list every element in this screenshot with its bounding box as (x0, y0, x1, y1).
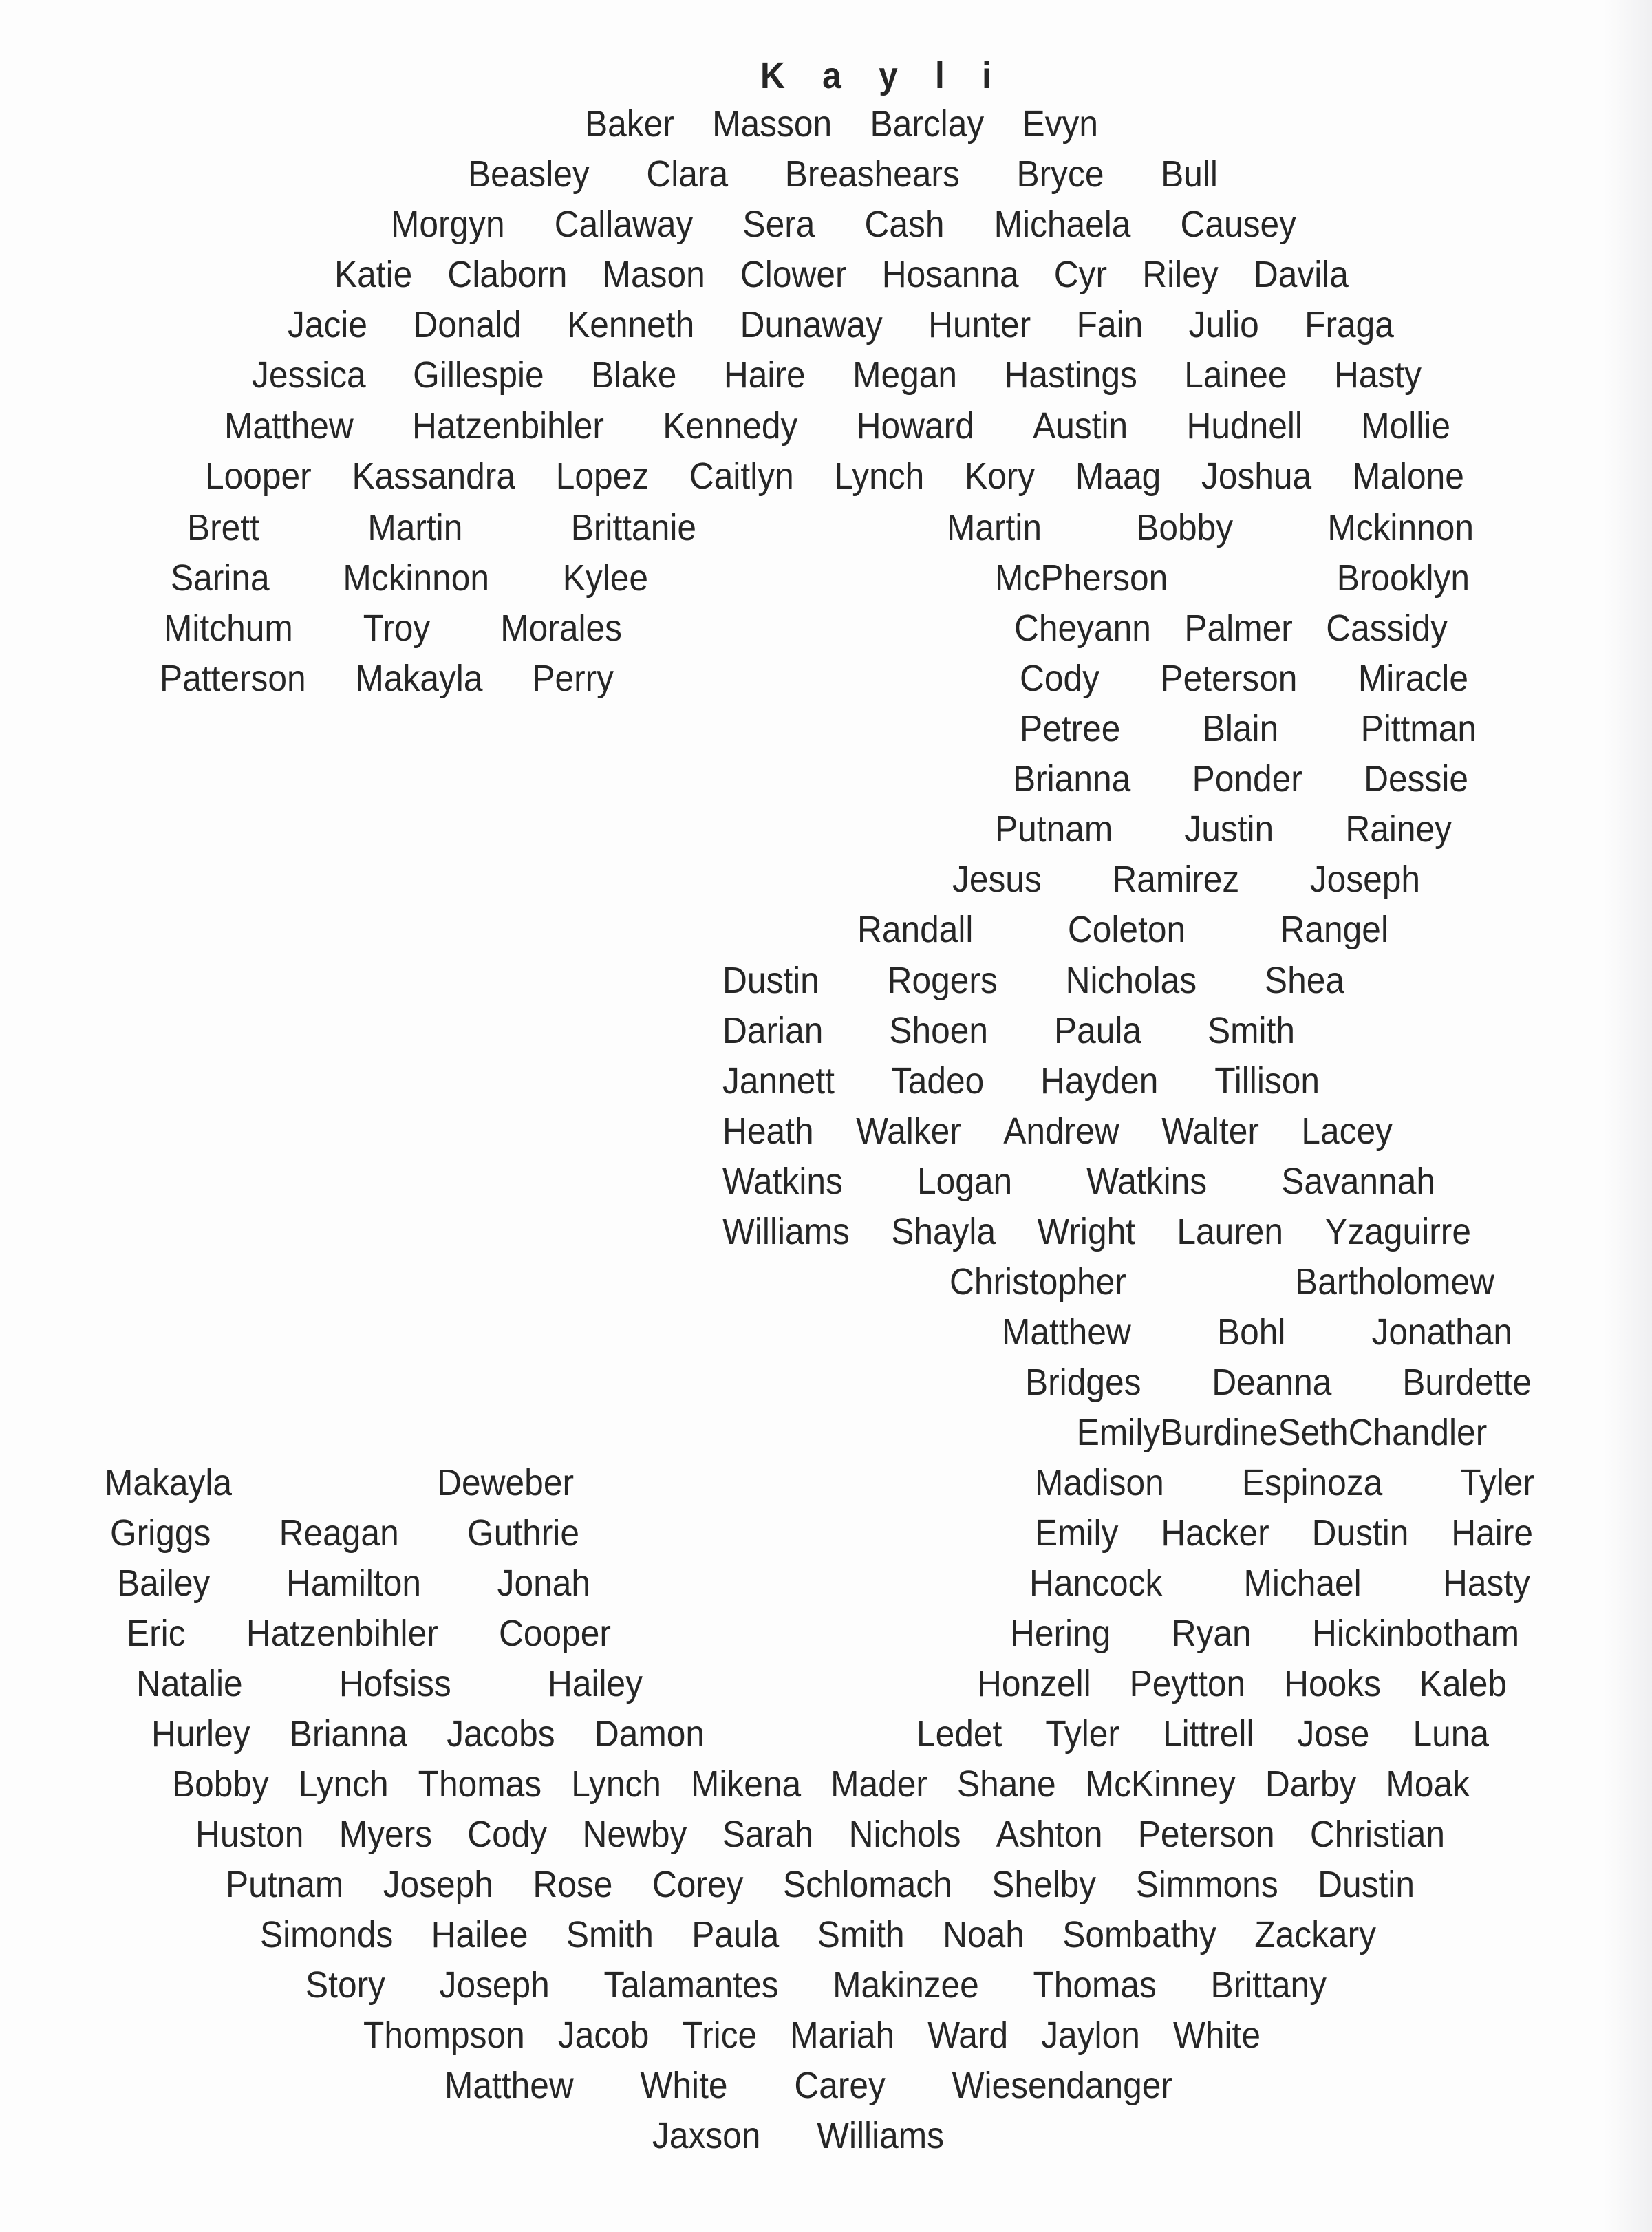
student-name-word: Newby (582, 1814, 687, 1855)
name-line (916, 1710, 1489, 1758)
student-name-word: Joseph (383, 1864, 493, 1905)
student-name-word: Haire (1451, 1512, 1533, 1554)
student-name-word: Bailey (117, 1563, 211, 1604)
student-name-word: Brianna (1013, 758, 1131, 800)
name-line (977, 1660, 1507, 1708)
student-name-word: Peterson (1160, 658, 1298, 699)
name-line (110, 1509, 579, 1557)
student-name-word: Natalie (136, 1663, 243, 1704)
name-line (226, 1860, 1415, 1909)
student-name-word: Honzell (977, 1663, 1091, 1704)
name-line (171, 554, 648, 602)
name-line (260, 1911, 1376, 1959)
student-name-word: McPherson (995, 557, 1168, 599)
name-line (117, 1559, 590, 1607)
student-name-word: Noah (943, 1914, 1025, 1955)
student-name-word: Mariah (790, 2015, 895, 2056)
student-name-word: Bartholomew (1295, 1261, 1494, 1302)
student-name-word: Jannett (722, 1060, 835, 1102)
student-name-word: Smith (1207, 1010, 1295, 1051)
student-name-word: Blain (1202, 708, 1279, 749)
name-line (652, 2112, 944, 2160)
student-name-word: Donald (413, 304, 522, 345)
student-name-word: Hosanna (881, 254, 1019, 295)
name-line (305, 1961, 1327, 2009)
student-name-word: Mollie (1361, 405, 1450, 447)
student-name-word: Mason (602, 254, 705, 295)
student-name-word: Kassandra (352, 455, 515, 497)
student-name-word: Brittany (1210, 1964, 1327, 2006)
student-name-word: White (1172, 2015, 1261, 2056)
student-name-word: Bull (1161, 153, 1218, 195)
student-name-word: Madison (1035, 1462, 1164, 1503)
student-name-word: Julio (1188, 304, 1259, 345)
student-name-word: Hudnell (1186, 405, 1302, 447)
student-name-word: Sarina (171, 557, 270, 599)
student-name-word: Hailey (547, 1663, 643, 1704)
name-line (1014, 604, 1448, 652)
name-line (1035, 1459, 1534, 1507)
student-name-word: Michael (1243, 1563, 1362, 1604)
student-name-word: Rogers (887, 960, 998, 1001)
student-name-word: Patterson (160, 658, 306, 699)
student-name-word: Brett (187, 507, 259, 548)
name-line (224, 402, 1450, 450)
student-name-word: Coleton (1067, 909, 1186, 950)
name-line (1029, 1559, 1530, 1607)
student-name-word: Dustin (1311, 1512, 1409, 1554)
student-name-word: Nichols (848, 1814, 961, 1855)
student-name-word: Lauren (1177, 1211, 1284, 1252)
name-line (995, 554, 1470, 602)
student-name-word: Mckinnon (1327, 507, 1474, 548)
student-name-word: Ryan (1171, 1613, 1252, 1654)
student-name-word: Cody (1020, 658, 1099, 699)
name-line (468, 150, 1218, 198)
student-name-word: Putnam (226, 1864, 344, 1905)
student-name-word: Tillison (1214, 1060, 1320, 1102)
student-name-word: Deweber (437, 1462, 574, 1503)
student-name-word: Sarah (722, 1814, 814, 1855)
name-line (722, 956, 1344, 1005)
student-name-word: Logan (916, 1161, 1013, 1202)
student-name-word: Story (305, 1964, 385, 2006)
student-name-word: Brianna (289, 1713, 408, 1755)
student-name-word: Bohl (1216, 1311, 1286, 1353)
student-name-word: Austin (1033, 405, 1128, 447)
student-name-word: Thomas (1033, 1964, 1157, 2006)
student-name-word: Justin (1184, 808, 1274, 850)
student-name-word: Joshua (1201, 455, 1312, 497)
student-name-word: Lainee (1184, 354, 1287, 396)
name-line (136, 1660, 643, 1708)
student-name-word: Troy (363, 608, 431, 649)
student-name-word: Jaylon (1041, 2015, 1140, 2056)
student-name-word: Hurley (151, 1713, 250, 1755)
student-name-word: Martin (367, 507, 463, 548)
page-heading-name: K a y l i (760, 55, 1006, 96)
student-name-word: Beasley (468, 153, 590, 195)
student-name-word: Simonds (260, 1914, 394, 1955)
name-line (1020, 705, 1477, 753)
name-line (151, 1710, 705, 1758)
student-name-word: Walter (1161, 1110, 1259, 1152)
student-name-word: White (640, 2065, 728, 2106)
student-name-word: Mckinnon (343, 557, 489, 599)
student-name-word: Huston (195, 1814, 304, 1855)
name-line (722, 1007, 1295, 1055)
student-name-word: Darian (722, 1010, 824, 1051)
student-name-word: Guthrie (467, 1512, 579, 1554)
student-name-word: Lynch (571, 1763, 661, 1805)
student-name-word: Jonathan (1371, 1311, 1512, 1353)
student-name-word: Hailee (431, 1914, 528, 1955)
name-line (205, 452, 1464, 500)
student-name-word: Maag (1075, 455, 1161, 497)
student-name-word: Palmer (1184, 608, 1293, 649)
student-name-word: Hatzenbihler (246, 1613, 438, 1654)
student-name-word: Perry (532, 658, 614, 699)
student-name-word: Kennedy (663, 405, 798, 447)
student-name-word: Hancock (1029, 1563, 1163, 1604)
student-name-word: Mitchum (164, 608, 293, 649)
student-name-word: Fain (1076, 304, 1144, 345)
name-line (391, 200, 1296, 248)
student-name-word: Joseph (439, 1964, 550, 2006)
student-name-word: Howard (856, 405, 974, 447)
student-name-word: Hickinbotham (1312, 1613, 1519, 1654)
student-name-word: Mikena (690, 1763, 802, 1805)
student-name-word: Corey (652, 1864, 744, 1905)
student-name-word: Evyn (1022, 103, 1098, 144)
student-name-word: Cheyann (1014, 608, 1151, 649)
student-name-word: Randall (857, 909, 974, 950)
student-name-word: Miracle (1358, 658, 1468, 699)
student-name-word: Sombathy (1062, 1914, 1216, 1955)
student-name-word: Ward (927, 2015, 1009, 2056)
student-name-word: Rainey (1345, 808, 1452, 850)
student-name-word: Hooks (1284, 1663, 1381, 1704)
student-name-word: Sera (742, 204, 815, 245)
student-name-word: Zackary (1254, 1914, 1376, 1955)
student-name-word: Carey (794, 2065, 886, 2106)
student-name-word: Baker (585, 103, 674, 144)
student-name-word: Christopher (950, 1261, 1126, 1302)
name-line (363, 2011, 1261, 2059)
student-name-word: McKinney (1085, 1763, 1236, 1805)
student-name-word: Peterson (1137, 1814, 1275, 1855)
name-line (1020, 654, 1468, 702)
student-name-word: Heath (722, 1110, 814, 1152)
student-name-word: Emily (1035, 1512, 1119, 1554)
student-name-word: Fraga (1305, 304, 1394, 345)
student-name-word: Riley (1142, 254, 1219, 295)
student-name-word: Lacey (1301, 1110, 1393, 1152)
student-name-word: Hunter (928, 304, 1031, 345)
student-name-word: Jose (1297, 1713, 1370, 1755)
student-name-word: Masson (712, 103, 833, 144)
student-name-word: Dustin (1318, 1864, 1415, 1905)
student-name-word: Mader (830, 1763, 927, 1805)
student-name-word: Rose (533, 1864, 613, 1905)
student-name-word: Smith (566, 1914, 654, 1955)
student-name-word: Griggs (110, 1512, 211, 1554)
student-name-word: Hatzenbihler (412, 405, 604, 447)
student-name-word: Watkins (722, 1161, 843, 1202)
student-name-word: Cassidy (1326, 608, 1448, 649)
student-name-word: Cash (864, 204, 945, 245)
student-name-word: Hayden (1040, 1060, 1159, 1102)
student-name-word: Makayla (105, 1462, 232, 1503)
name-line (195, 1810, 1445, 1858)
student-name-word: Savannah (1281, 1161, 1435, 1202)
student-name-word: Christian (1309, 1814, 1445, 1855)
name-line (1035, 1509, 1533, 1557)
student-name-word: Barclay (870, 103, 985, 144)
student-name-word: Kylee (562, 557, 648, 599)
student-name-word: Makinzee (833, 1964, 979, 2006)
name-line (1010, 1609, 1519, 1657)
student-name-word: Moak (1386, 1763, 1470, 1805)
student-name-word: Putnam (995, 808, 1113, 850)
student-name-word: Schlomach (782, 1864, 952, 1905)
name-line (722, 1208, 1471, 1256)
name-line (722, 1157, 1435, 1205)
name-line (252, 351, 1422, 399)
student-name-word: Luna (1413, 1713, 1489, 1755)
student-name-word: Tadeo (890, 1060, 985, 1102)
name-line (722, 1057, 1320, 1105)
student-name-word: Hasty (1442, 1563, 1530, 1604)
student-name-word: Paula (691, 1914, 780, 1955)
student-name-word: Wiesendanger (952, 2065, 1172, 2106)
student-name-word: Nicholas (1065, 960, 1197, 1001)
student-name-word: Dustin (722, 960, 819, 1001)
student-name-word: Jesus (952, 859, 1042, 900)
student-name-word: Tyler (1045, 1713, 1119, 1755)
student-name-word: Hasty (1333, 354, 1422, 396)
student-name-word: Hastings (1004, 354, 1137, 396)
student-name-word: Jaxson (652, 2115, 761, 2156)
student-name-word: Morales (500, 608, 622, 649)
student-name-word: Haire (723, 354, 806, 396)
student-name-word: Rangel (1280, 909, 1388, 950)
student-name-word: Wright (1037, 1211, 1136, 1252)
student-name-word: Hacker (1161, 1512, 1269, 1554)
student-name-word: Hering (1010, 1613, 1111, 1654)
student-name-word: Kenneth (567, 304, 695, 345)
name-line (164, 604, 622, 652)
student-name-word: Yzaguirre (1324, 1211, 1471, 1252)
student-name-word: Watkins (1086, 1161, 1208, 1202)
student-name-word: Jacie (288, 304, 367, 345)
student-name-word: Hofsiss (339, 1663, 451, 1704)
student-name-word: Davila (1253, 254, 1349, 295)
student-name-word: Morgyn (391, 204, 505, 245)
student-name-word: Claborn (447, 254, 568, 295)
student-name-word: Bobby (1136, 507, 1234, 548)
student-name-word: Darby (1265, 1763, 1357, 1805)
name-line (444, 2061, 1172, 2110)
page-edge-shadow (1604, 0, 1652, 2232)
name-line (1002, 1308, 1512, 1356)
student-name-word: Malone (1351, 455, 1464, 497)
name-line (947, 504, 1474, 552)
name-line (127, 1609, 611, 1657)
student-name-word: Eric (127, 1613, 186, 1654)
student-name-word: Cyr (1053, 254, 1108, 295)
student-name-word: Lynch (298, 1763, 389, 1805)
student-name-word: Martin (947, 507, 1042, 548)
name-line (160, 654, 614, 702)
student-name-word: Smith (817, 1914, 905, 1955)
name-line (1032, 1408, 1532, 1457)
student-name-word: Shoen (889, 1010, 988, 1051)
student-name-word: Clower (740, 254, 847, 295)
student-name-word: Matthew (1002, 1311, 1131, 1353)
student-name-word: Megan (852, 354, 958, 396)
name-line (950, 1258, 1494, 1306)
student-name-word: Hamilton (286, 1563, 421, 1604)
student-name-word: Cooper (499, 1613, 611, 1654)
name-line (760, 52, 1005, 100)
name-line (585, 100, 1098, 148)
student-name-word: Dessie (1364, 758, 1468, 800)
student-name-word: Shelby (991, 1864, 1097, 1905)
student-name-word: Brittanie (570, 507, 696, 548)
student-name-word: Thompson (363, 2015, 525, 2056)
student-name-word: Thomas (418, 1763, 542, 1805)
student-name-word: Williams (817, 2115, 944, 2156)
student-name-word: Peytton (1129, 1663, 1246, 1704)
student-name-word: Deanna (1212, 1362, 1332, 1403)
name-line (952, 855, 1420, 903)
student-name-word: Cody (467, 1814, 548, 1855)
student-name-word: Katie (334, 254, 413, 295)
student-name-word: Matthew (224, 405, 354, 447)
student-name-word: Clara (646, 153, 729, 195)
student-name-word: Pittman (1360, 708, 1477, 749)
student-name-word: Jessica (252, 354, 366, 396)
student-name-word: EmilyBurdineSethChandler (1076, 1412, 1488, 1453)
student-name-word: Callaway (554, 204, 694, 245)
student-name-word: Dunaway (740, 304, 883, 345)
name-line (1025, 1358, 1532, 1406)
student-name-word: Jonah (497, 1563, 590, 1604)
student-name-word: Looper (205, 455, 312, 497)
student-name-word: Williams (722, 1211, 850, 1252)
name-line (172, 1760, 1470, 1808)
student-name-word: Littrell (1162, 1713, 1254, 1755)
student-name-word: Damon (594, 1713, 705, 1755)
student-name-word: Jacobs (447, 1713, 555, 1755)
name-line (105, 1459, 574, 1507)
student-name-word: Talamantes (603, 1964, 779, 2006)
student-name-word: Walker (856, 1110, 961, 1152)
student-name-word: Ledet (916, 1713, 1002, 1755)
student-name-word: Reagan (279, 1512, 399, 1554)
student-name-word: Bridges (1025, 1362, 1141, 1403)
student-name-word: Jacob (557, 2015, 650, 2056)
student-name-word: Causey (1180, 204, 1296, 245)
name-line (1013, 755, 1468, 803)
student-name-word: Trice (682, 2015, 758, 2056)
student-name-word: Ramirez (1112, 859, 1240, 900)
student-name-word: Lynch (834, 455, 925, 497)
name-line (995, 805, 1452, 853)
student-name-word: Gillespie (413, 354, 544, 396)
student-name-word: Lopez (555, 455, 650, 497)
student-name-word: Espinoza (1241, 1462, 1383, 1503)
student-name-word: Shayla (891, 1211, 996, 1252)
student-name-word: Andrew (1003, 1110, 1119, 1152)
student-name-word: Shane (957, 1763, 1056, 1805)
student-name-word: Joseph (1309, 859, 1420, 900)
student-name-word: Kaleb (1419, 1663, 1507, 1704)
student-name-word: Burdette (1402, 1362, 1532, 1403)
student-name-word: Ashton (996, 1814, 1103, 1855)
student-name-word: Myers (339, 1814, 432, 1855)
student-name-word: Brooklyn (1336, 557, 1470, 599)
student-name-word: Matthew (444, 2065, 574, 2106)
student-name-word: Makayla (355, 658, 483, 699)
name-line (857, 905, 1388, 954)
student-name-word: Bryce (1016, 153, 1104, 195)
student-name-word: Simmons (1135, 1864, 1278, 1905)
name-line (288, 301, 1394, 349)
student-name-word: Ponder (1192, 758, 1302, 800)
name-line (187, 504, 696, 552)
student-name-word: Tyler (1460, 1462, 1534, 1503)
student-name-word: Caitlyn (689, 455, 794, 497)
student-name-word: Bobby (172, 1763, 269, 1805)
student-name-word: Kory (965, 455, 1036, 497)
student-name-word: Michaela (994, 204, 1131, 245)
name-line (722, 1107, 1393, 1155)
student-name-word: Petree (1020, 708, 1121, 749)
student-name-word: Blake (591, 354, 677, 396)
student-name-word: Paula (1053, 1010, 1142, 1051)
student-name-word: Shea (1264, 960, 1344, 1001)
name-line (334, 250, 1349, 299)
student-name-word: Breashears (784, 153, 960, 195)
